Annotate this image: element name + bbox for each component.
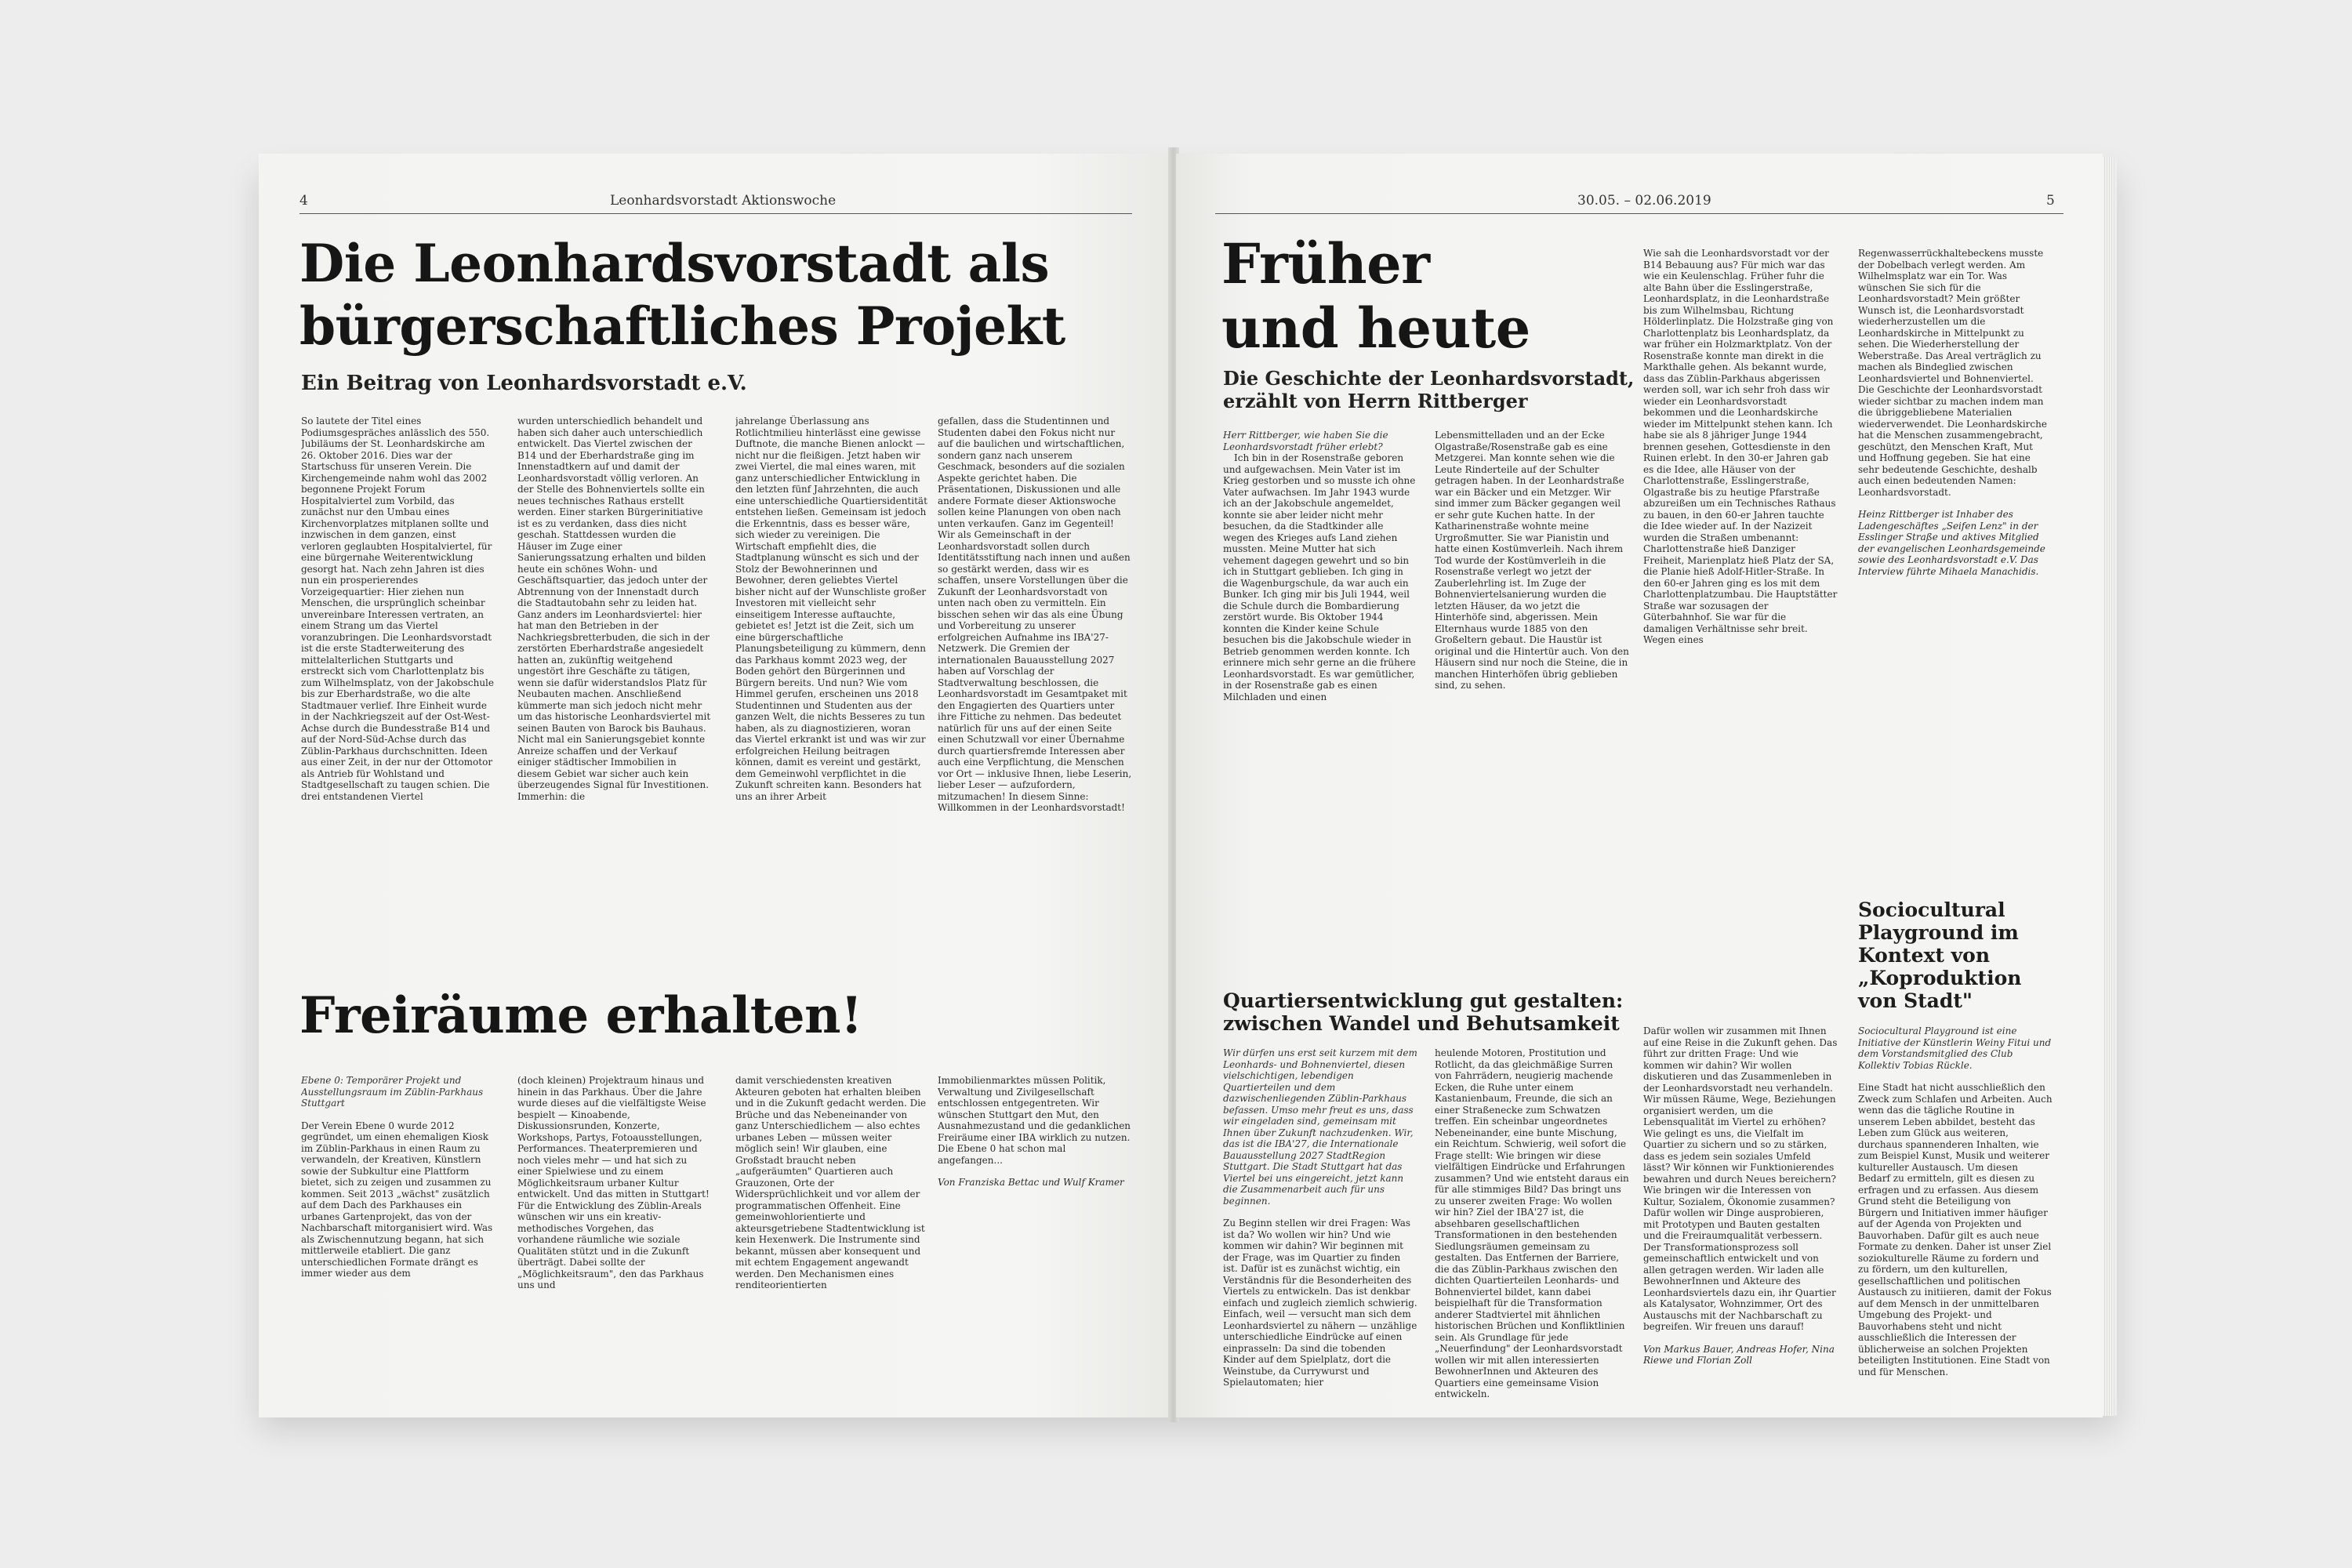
article-column: damit verschiedensten kreativen Akteuren geboten hat erhalten bleiben und in die Zukunft gedacht werden. Die Brüche und das Nebeneinander von ganz Unterschiedlichem — also echtes urbanes Leben — müssen weiter möglich sein! Wir glauben, eine Großstadt braucht neben „aufgeräumten" Quartieren auch Grauzonen, Orte der Widersprüchlichkeit und vor allem der programmatischen Offenheit. Eine gemeinwohlorientierte und akteursgetriebene Stadtentwicklung ist kein Hexenwerk. Die Instrumente sind bekannt, müssen aber konsequent und mit echtem Engagement angewandt werden. Den Mechanismen eines renditeorientierten — [735, 1075, 927, 1290]
article-column: wurden unterschiedlich behandelt und haben sich daher auch unterschiedlich entwickelt. Das Viertel zwischen der B14 und der Eberhardstraße ging im Innenstadtkern auf und damit der Leonhardsvorstadt völlig verloren. An der Stelle des Bohnenviertels sollte ein neues technisches Rathaus erstellt werden. Einer starken Bürgerinitiative ist es zu verdanken, dass dies nicht geschah. Stattdessen wurden die Häuser im Zuge einer Sanierungssatzung erhalten und bilden heute ein schönes Wohn- und Geschäftsquartier, das jedoch unter der Abtrennung von der Innenstadt durch die Stadtautobahn sehr zu leiden hat. Ganz anders im Leonhardsviertel: hier hat man den Betrieben in der Nachkriegsbretterbuden, die sich in der zerstörten Eberhardstraße angesiedelt hatten an, zukünftig weitgehend ungestört ihre Geschäfte zu tätigen, wenn sie dafür widerstandslos Platz für Neubauten machen. Anschließend kümmerte man sich jedoch nicht mehr um das historische Leonhardsviertel mit seinen Bauten von Barock bis Bauhaus. Nicht mal ein Sanierungsgebiet konnte Anreize schaffen und der Verkauf einiger städtischer Immobilien in diesem Gebiet war sicher auch kein überzeugendes Signal für Investitionen. Immerhin: die — [517, 416, 711, 802]
page-number: 4 — [299, 193, 308, 209]
article-column: heulende Motoren, Prostitution und Rotlicht, da das gleichmäßige Surren von Fahrrädern, neugierig machende Ecken, die Ruhe unter einem Kastanienbaum, Freunde, die sich an einer Straßenecke zum Schwatzen treffen. Ein scheinbar ungeordnetes Nebeneinander, eine bunte Mischung, ein Reichtum. Schwierig, weil sofort die Frage stellt: Wie bringen wir diese vielfältigen Eindrücke und Erfahrungen zusammen? Und wie entsteht daraus ein für alle stimmiges Bild? Das bringt uns zu unserer zweiten Frage: Wo wollen wir hin? Ziel der IBA'27 ist, die absehbaren gesellschaftlichen Transformationen in den bestehenden Siedlungsräumen gemeinsam zu gestalten. Das Entfernen der Barriere, die das Züblin-Parkhaus zwischen den dichten Quartierteilen Leonhards- und Bohnenviertel bildet, kann dabei beispielhaft für die Transformation anderer Stadtviertel mit ähnlichen historischen Brüchen und Konfliktlinien sein. Als Grundlage für jede „Neuerfindung" der Leonhardsvorstadt wollen wir mit allen interessierten BewohnerInnen und Akteuren des Quartiers eine gemeinsame Vision entwickeln. — [1435, 1047, 1629, 1399]
header-rule — [299, 213, 1132, 214]
left-page — [259, 154, 1170, 1417]
page-number: 5 — [2046, 193, 2055, 209]
article-intro: Ebene 0: Temporärer Projekt und Ausstellungsraum im Züblin-Parkhaus Stuttgart — [301, 1075, 484, 1109]
article-column: (doch kleinen) Projektraum hinaus und hinein in das Parkhaus. Über die Jahre wurde dieses auf die vielfältigste Weise bespielt — Kinoabende, Diskussionsrunden, Konzerte, Workshops, Partys, Fotoausstellungen, Performances. Theaterpremieren und noch vieles mehr — und hat sich zu einer Spielwiese und zu einem Möglichkeitsraum urbaner Kultur entwickelt. Und das mitten in Stuttgart! Für die Entwicklung des Züblin-Areals wünschen wir uns ein kreativ-methodisches Vorgehen, das vorhandene räumliche wie soziale Qualitäten stützt und in die Zukunft überträgt. Dabei sollte der „Möglichkeitsraum", den das Parkhaus uns und — [517, 1075, 710, 1290]
article-deck: Ein Beitrag von Leonhardsvorstadt e.V. — [301, 372, 747, 395]
article-intro: Sociocultural Playground ist eine Initiative der Künstlerin Weiny Fitui und dem Vorstandsmitglied des Club Kollektiv Tobias Rückle. — [1858, 1025, 2052, 1071]
article-column: jahrelange Überlassung ans Rotlichtmilieu hinterlässt eine gewisse Duftnote, die manche Bienen anlockt — nicht nur die fleißigen. Jetzt haben wir zwei Viertel, die mal eines waren, mit ganz unterschiedlicher Entwicklung in den letzten fünf Jahrzehnten, die auch eine unterschiedliche Quartiersidentität entstehen ließen. Gemeinsam ist jedoch die Erkenntnis, dass es besser wäre, sich wieder zu vereinigen. Die Wirtschaft empfiehlt dies, die Stadtplanung wünscht es sich und der Stolz der Bewohnerinnen und Bewohner, deren geliebtes Viertel bisher nicht auf der Wunschliste großer Investoren mit vielleicht sehr einseitigem Interesse auftauchte, gebietet es! Jetzt ist die Zeit, sich um eine bürgerschaftliche Planungsbeteiligung zu kümmern, denn das Parkhaus kommt 2023 weg, der Boden gehört den Bürgerinnen und Bürgern bereits. Und nun? Wie vom Himmel gerufen, erscheinen uns 2018 Studentinnen und Studenten aus der ganzen Welt, die nichts Besseres zu tun haben, als zu diagnostizieren, woran das Viertel erkrankt ist und was wir zur erfolgreichen Heilung beitragen können, damit es vereint und gestärkt, dem Gemeinwohl verpflichtet in die Zukunft schreiten kann. Besonders hat uns an ihrer Arbeit — [735, 416, 927, 802]
interview-column: Wie sah die Leonhardsvorstadt vor der B14 Bebauung aus? Für mich war das wie ein Keulenschlag. Früher fuhr die alte Bahn über die Esslingerstraße, Leonhardsplatz, in die Leonhardstraße bis zum Wilhelmsbau, Richtung Hölderlinplatz. Die Holzstraße ging von Charlottenplatz bis Leonhardsplatz, da war früher ein Holzmarktplatz. Von der Rosenstraße konnte man direkt in die Markthalle gehen. Als bekannt wurde, dass das Züblin-Parkhaus abgerissen werden soll, war ich sehr froh dass wir wieder ein Leonhardsvorstadt bekommen und die Leonhardskirche wieder im Mittelpunkt stehen kann. Ich habe sie als 8 jähriger Junge 1944 brennen gesehen, Gottesdienste in den Ruinen erlebt. In den 30-er Jahren gab es die Idee, alle Häuser von der Charlottenstraße, Esslingerstraße, Olgastraße bis zu heutige Pfarstraße abzureißen um ein Technisches Rathaus zu bauen, in den 60-er Jahren tauchte die Idee wieder auf. In der Nazizeit wurden die Straßen umbenannt: Charlottenstraße hieß Danziger Freiheit, Marienplatz hieß Platz der SA, die Planie hieß Adolf-Hitler-Straße. In den 60-er Jahren ging es los mit dem Charlottenplatzumbau. Die Hauptstätter Straße war sozusagen der Güterbahnhof. Sie war für die damaligen Verhältnisse sehr breit. Wegen eines — [1643, 248, 1838, 645]
section-headline: Quartiersentwicklung gut gestalten: zwischen Wandel und Behutsamkeit — [1223, 989, 1624, 1035]
article-column: gefallen, dass die Studentinnen und Studenten dabei den Fokus nicht nur auf die baulichen und wirtschaftlichen, sondern ganz nach unserem Geschmack, besonders auf die sozialen Aspekte gerichtet haben. Die Präsentationen, Diskussionen und alle andere Formate dieser Aktionswoche sollen keine Planungen von oben nach unten verkaufen. Ganz im Gegenteil! Wir als Gemeinschaft in der Leonhardsvorstadt sollen durch Identitätsstiftung nach innen und außen so gestärkt werden, dass wir es schaffen, unsere Vorstellungen über die Zukunft der Leonhardsvorstadt von unten nach oben zu vermitteln. Ein bisschen sehen wir das als eine Übung und Vorbereitung zu unserer erfolgreichen Aufnahme ins IBA'27-Netzwerk. Die Gremien der internationalen Bauausstellung 2027 haben auf Vorschlag der Stadtverwaltung beschlossen, die Leonhardsvorstadt im Gesamtpaket mit den Engagierten des Quartiers unter ihre Fittiche zu nehmen. Das bedeutet natürlich für uns auf der einen Seite einen Schutzwall vor einer Übernahme durch quartiersfremde Interessen aber auch eine Verpflichtung, die Menschen vor Ort — inklusive Ihnen, liebe Leserin, lieber Leser — aufzufordern, mitzumachen! In diesem Sinne: Willkommen in der Leonhardsvorstadt! — [938, 416, 1132, 813]
section-headline: Sociocultural Playground im Kontext von „Koproduktion von Stadt" — [1858, 898, 2022, 1012]
page-edges — [2103, 157, 2115, 1416]
interview-column: Regenwasserrückhaltebeckens musste der Dobelbach verlegt werden. Am Wilhelmsplatz war ein Tor. Was wünschen Sie sich für die Leonhardsvorstadt? Mein größter Wunsch ist, die Leonhardsvorstadt wiederherzustellen um die Leonhardskirche in Mittelpunkt zu sehen. Die Wiederherstellung der Weberstraße. Das Areal verträglich zu machen als Bindeglied zwischen Leonhardsviertel und Bohnenviertel. Die Geschichte der Leonhardsvorstadt wieder sichtbar zu machen indem man die übriggebliebene Materialien wiederverwendet. Die Leonhardskirche hat die Menschen zusammengebracht, geschützt, den Menschen Kraft, Mut und Hoffnung gegeben. Sie hat eine sehr bedeutende Geschichte, deshalb auch einen bedeutenden Namen: Leonhardsvorstadt. Heinz Rittberger ist Inhaber des Ladengeschäftes „Seifen Lenz" in der Esslinger Straße und aktives Mitglied der evangelischen Leonhardsgemeinde sowie des Leonhardsvorstadt e.V. Das Interview führte Mihaela Manachidis. — [1858, 248, 2053, 891]
article-headline: Die Leonhardsvorstadt als bürgerschaftliches Projekt — [299, 233, 1065, 357]
article-column: Dafür wollen wir zusammen mit Ihnen auf eine Reise in die Zukunft gehen. Das führt zur dritten Frage: Und wie kommen wir dahin? Wir wollen diskutieren und das Zusammenleben in der Leonhardsvorstadt neu verhandeln. Wir müssen Räume, Wege, Beziehungen organisiert werden, um die Lebensqualität im Viertel zu erhöhen? Wie gelingt es uns, die Vielfalt im Quartier zu sichern und so zu stärken, dass es jedem sein soziales Umfeld lässt? Wir können wir Funktionierendes bewahren und durch Neues bereichern? Wie bringen wir die Interessen von Kultur, Sozialem, Ökonomie zusammen? Dafür wollen wir Dinge ausprobieren, mit Prototypen und Bauten gestalten und die Freiraumqualität verbessern. Der Transformationsprozess soll gemeinschaftlich entwickelt und von allen getragen werden. Wir laden alle BewohnerInnen und Akteure des Leonhardsviertels dazu ein, ihr Quartier als Katalysator, Wohnzimmer, Ort des Austauschs mit der Nachbarschaft zu begreifen. Wir freuen uns darauf! Von Markus Bauer, Andreas Hofer, Nina Riewe und Florian Zoll — [1643, 1025, 1838, 1366]
issue-date: 30.05. – 02.06.2019 — [1577, 193, 1711, 209]
interview-column: Lebensmittelladen und an der Ecke Olgastraße/Rosenstraße gab es eine Metzgerei. Man konnte sehen wie die Leute Rinderteile auf der Schulter getragen haben. In der Leonhardstraße war ein Bäcker und ein Metzger. Wir sind immer zum Bäcker gegangen weil er sehr gute Kuchen hatte. In der Katharinenstraße wohnte meine Urgroßmutter. Sie war Pianistin und hatte einen Kostümverleih. Nach ihrem Tod wurde der Kostümverleih in die Rosenstraße verlegt wo jetzt der Zauberlehrling ist. Im Zuge der Bohnenviertelsanierung wurden die letzten Häuser, da wo jetzt die Hinterhöfe sind, abgerissen. Mein Elternhaus wurde 1885 von den Großeltern gebaut. Die Haustür ist original und die Hintertür auch. Von den Häusern sind nur noch die Steine, die in manchen Hinterhöfen übrig geblieben sind, zu sehen. — [1435, 430, 1629, 691]
article-deck: Die Geschichte der Leonhardsvorstadt, erzählt von Herrn Rittberger — [1223, 367, 1635, 412]
running-title: Leonhardsvorstadt Aktionswoche — [610, 193, 837, 209]
right-page — [1176, 154, 2103, 1417]
interview-column: Herr Rittberger, wie haben Sie die Leonhardsvorstadt früher erlebt? Ich bin in der Rosenstraße geboren und aufgewachsen. Mein Vater ist im Krieg gestorben und so musste ich ohne Vater aufwachsen. Im Jahr 1943 wurde ich an der Jakobschule angemeldet, konnte sie aber leider nicht mehr besuchen, da die Stadtkinder alle wegen des Krieges aufs Land ziehen mussten. Meine Mutter hat sich vehement dagegen gewehrt und so bin ich in Stuttgart geblieben. Ich ging in die Wagenburgschule, da war auch ein Bunker. Ich ging mir bis Juli 1944, weil die Schule durch die Bombardierung zerstört wurde. Bis Oktober 1944 konnten die Kinder keine Schule besuchen bis die Jakobschule wieder in Betrieb genommen werden konnte. Ich erinnere mich sehr gerne an die frühere Leonhardsvorstadt. Es war gemütlicher, in der Rosenstraße gab es einen Milchladen und einen — [1223, 430, 1417, 978]
byline: Von Markus Bauer, Andreas Hofer, Nina Riewe und Florian Zoll — [1643, 1343, 1835, 1366]
article-column: So lautete der Titel eines Podiumsgespräches anlässlich des 550. Jubiläums der St. Leonhardskirche am 26. Oktober 2016. Dies war der Startschuss für unseren Verein. Die Kirchengemeinde nahm wohl das 2002 begonnene Projekt Forum Hospitalviertel zum Vorbild, das zunächst nur den Umbau eines Kirchenvorplatzes mitplanen sollte und inzwischen in dem ganzen, einst verloren geglaubten Hospitalviertel, für eine bürgernahe Weiterentwicklung gesorgt hat. Nach zehn Jahren ist dies nun ein prosperierendes Vorzeigequartier: Hier ziehen nun Menschen, die ursprünglich scheinbar unvereinbare Interessen vertraten, an einem Strang um das Viertel voranzubringen. Die Leonhardsvorstadt ist die erste Stadterweiterung des mittelalterlichen Stuttgarts und erstreckt sich vom Charlottenplatz bis zum Wilhelmsplatz, von der Jakobschule bis zur Eberhardstraße, wo die alte Stadtmauer verlief. Ihre Einheit wurde in der Nachkriegszeit auf der Ost-West-Achse durch die Bundesstraße B14 und auf der Nord-Süd-Achse durch das Züblin-Parkhaus durchschnitten. Ideen aus einer Zeit, in der nur der Ottomotor als Antrieb für Wohlstand und Stadtgesellschaft zu taugen schien. Die drei entstandenen Viertel — [301, 416, 494, 802]
article-headline: Früher und heute — [1221, 231, 1530, 361]
interview-question: Herr Rittberger, wie haben Sie die Leonhardsvorstadt früher erlebt? — [1223, 430, 1388, 452]
article-column: Wir dürfen uns erst seit kurzem mit dem Leonhards- und Bohnenviertel, diesen vielschichtigen, lebendigen Quartierteilen und dem dazwischenliegenden Züblin-Parkhaus befassen. Umso mehr freut es uns, dass wir eingeladen sind, gemeinsam mit Ihnen über Zukunft nachzudenken. Wir, das ist die IBA'27, die Internationale Bauausstellung 2027 StadtRegion Stuttgart. Die Stadt Stuttgart hat das Viertel bei uns eingereicht, jetzt kann die Zusammenarbeit auch für uns beginnen. Zu Beginn stellen wir drei Fragen: Was ist da? Wo wollen wir hin? Und wie kommen wir dahin? Wir beginnen mit der Frage, was im Quartier zu finden ist. Dafür ist es zunächst wichtig, ein Verständnis für die Besonderheiten des Viertels zu entwickeln. Das ist denkbar einfach und zugleich ziemlich schwierig. Einfach, weil — versucht man sich dem Leonhardsviertel zu nähern — unzählige unterschiedliche Eindrücke auf einen einprasseln: Da sind die tobenden Kinder auf dem Spielplatz, dort die Weinstube, da Currywurst und Spielautomaten; hier — [1223, 1047, 1417, 1388]
interview-bio: Heinz Rittberger ist Inhaber des Ladengeschäftes „Seifen Lenz" in der Esslinger Straße und aktives Mitglied der evangelischen Leonhardsgemeinde sowie des Leonhardsvorstadt e.V. Das Interview führte Mihaela Manachidis. — [1858, 509, 2045, 577]
article-column: Sociocultural Playground ist eine Initiative der Künstlerin Weiny Fitui und dem Vorstandsmitglied des Club Kollektiv Tobias Rückle. Eine Stadt hat nicht ausschließlich den Zweck zum Schlafen und Arbeiten. Auch wenn das die tägliche Routine in unserem Leben abbildet, besteht das Leben zum Glück aus weiteren, durchaus spannenderen Inhalten, wie zum Beispiel Kunst, Musik und weiterer kultureller Austausch. Um diesen Bedarf zu ermitteln, gilt es diesen zu erfragen und zu erfassen. Aus diesem Grund steht die Beteiligung von Bürgern und Initiativen immer häufiger auf der Agenda von Projekten und Bauvorhaben. Dafür gilt es auch neue Formate zu denken. Daher ist unser Ziel soziokulturelle Räume zu fordern und zu fördern, um den kulturellen, gesellschaftlichen und politischen Austausch zu initiieren, damit der Fokus auf dem Mensch in der unmittelbaren Umgebung des Projekt- und Bauvorhabens steht und nicht ausschließlich die Interessen der üblicherweise an solchen Projekten beteiligten Institutionen. Eine Stadt von und für Menschen. — [1858, 1025, 2053, 1377]
article-column: Ebene 0: Temporärer Projekt und Ausstellungsraum im Züblin-Parkhaus Stuttgart Der Verein Ebene 0 wurde 2012 gegründet, um einen ehemaligen Kiosk im Züblin-Parkhaus in einen Raum zu verwandeln, der Kreativen, Künstlern sowie der Subkultur eine Plattform bietet, sich zu zeigen und zusammen zu kommen. Seit 2013 „wächst" zusätzlich auf dem Dach des Parkhauses ein urbanes Gartenprojekt, das von der Nachbarschaft mitorganisiert wird. Was als Zwischennutzung begann, hat sich mittlerweile etabliert. Die ganz unterschiedlichen Formate drängt es immer wieder aus dem — [301, 1075, 495, 1388]
article-headline: Freiräume erhalten! — [299, 986, 862, 1045]
byline: Von Franziska Bettac und Wulf Kramer — [938, 1177, 1124, 1188]
header-rule — [1215, 213, 2063, 214]
article-intro: Wir dürfen uns erst seit kurzem mit dem Leonhards- und Bohnenviertel, diesen vielschichtigen, lebendigen Quartierteilen und dem dazwischenliegenden Züblin-Parkhaus befassen. Umso mehr freut es uns, dass wir eingeladen sind, gemeinsam mit Ihnen über Zukunft nachzudenken. Wir, das ist die IBA'27, die Internationale Bauausstellung 2027 StadtRegion Stuttgart. Die Stadt Stuttgart hat das Viertel bei uns eingereicht, jetzt kann die Zusammenarbeit auch für uns beginnen. — [1223, 1047, 1417, 1207]
article-column: Immobilienmarktes müssen Politik, Verwaltung und Zivilgesellschaft entschlossen entgegentreten. Wir wünschen Stuttgart den Mut, den Ausnahmezustand und die gedanklichen Freiräume einer IBA wirklich zu nutzen. Die Ebene 0 hat schon mal angefangen... Von Franziska Bettac und Wulf Kramer — [938, 1075, 1131, 1188]
